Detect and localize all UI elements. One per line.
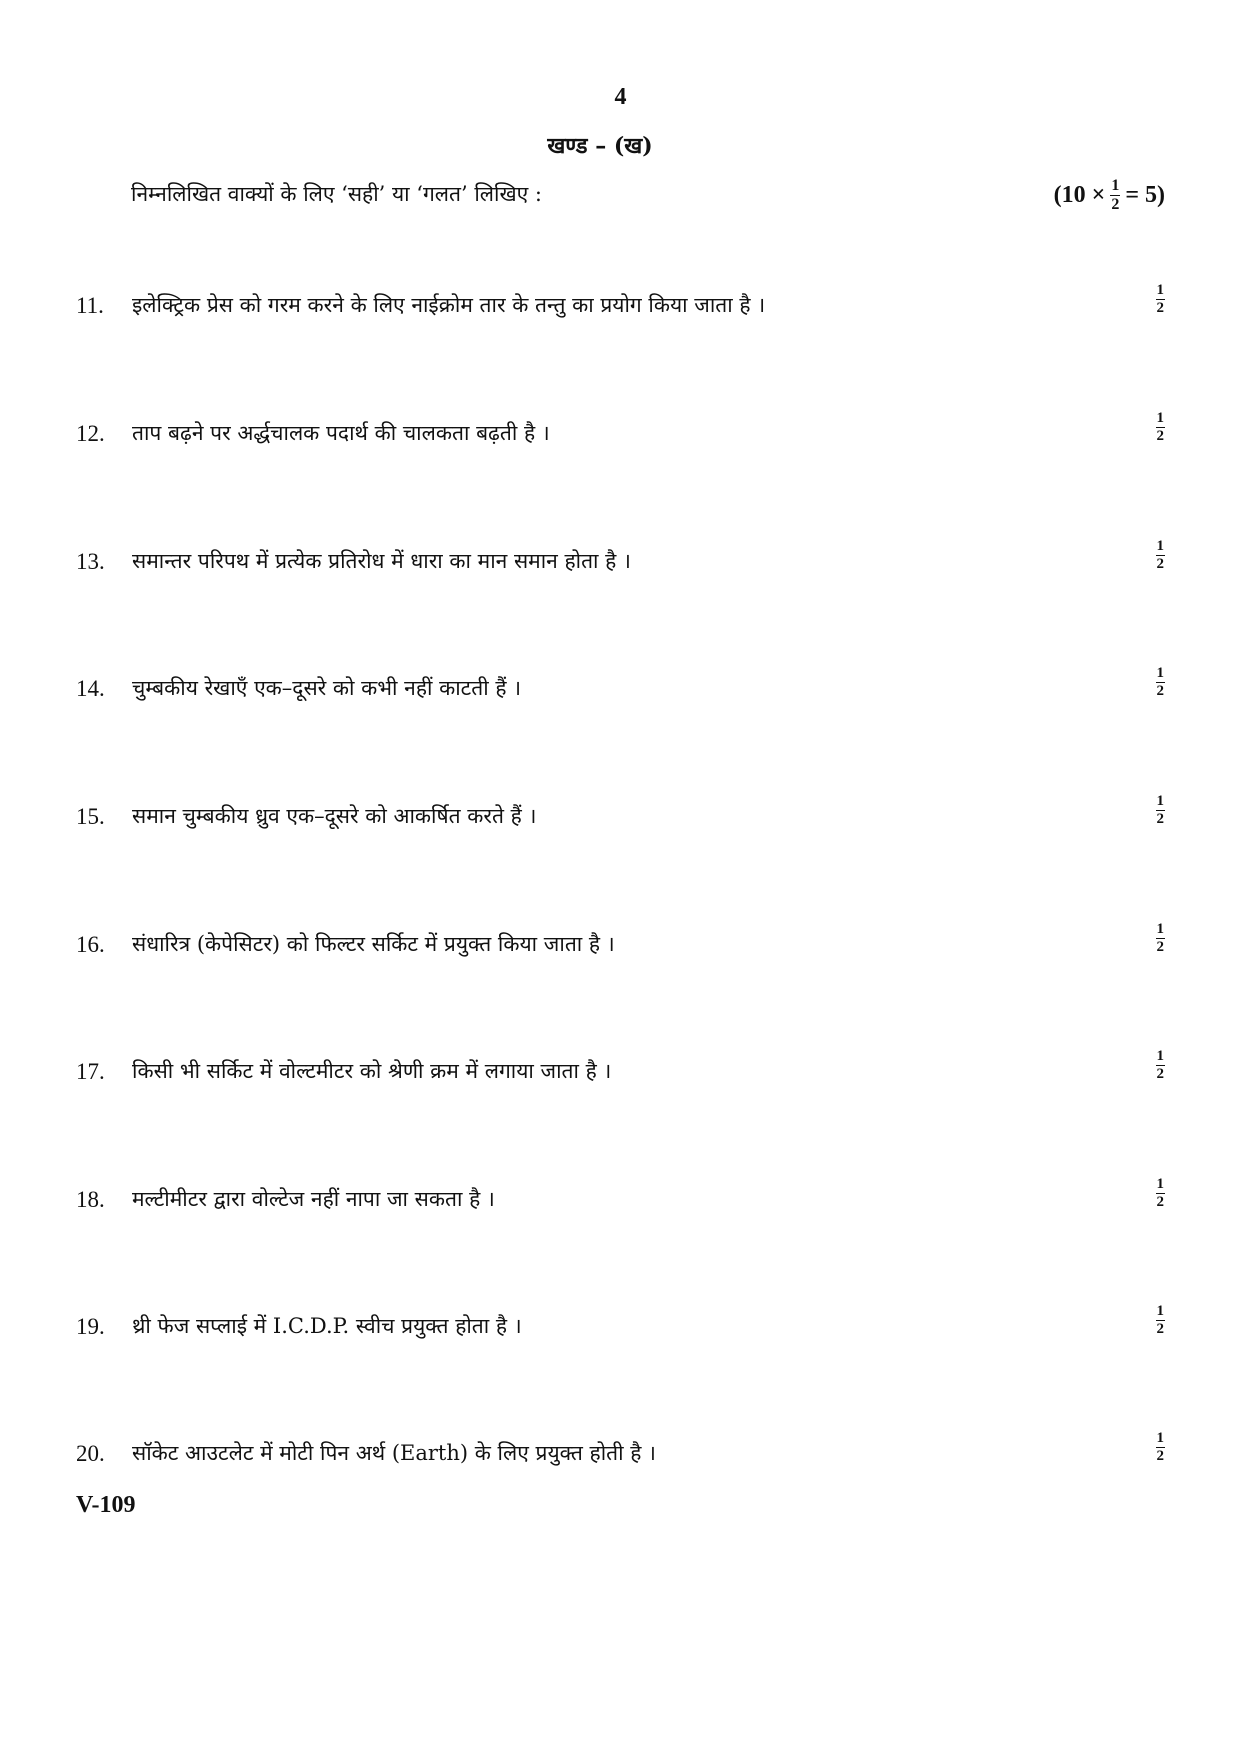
- question-marks: [1156, 283, 1166, 316]
- fraction-denominator: 2: [1156, 1321, 1164, 1337]
- fraction-numerator: 1: [1156, 793, 1164, 809]
- fraction-numerator: 1: [1156, 921, 1164, 937]
- page-number: 4: [614, 84, 627, 110]
- total-marks-close: = 5): [1125, 182, 1165, 208]
- question-marks: [1156, 794, 1166, 827]
- question-item: [76, 922, 1165, 972]
- question-number: 20.: [76, 1441, 105, 1466]
- fraction-denominator: 2: [1156, 939, 1164, 955]
- question-item: [76, 666, 1165, 716]
- paper-code: V-109: [76, 1492, 136, 1518]
- question-number: 18.: [76, 1187, 105, 1212]
- fraction-numerator: 1: [1156, 410, 1164, 426]
- question-item: [76, 1049, 1165, 1099]
- question-marks: [1156, 666, 1166, 699]
- question-text: थ्री फेज सप्लाई में I.C.D.P. स्वीच प्रयुक्त होता है ।: [132, 1314, 522, 1338]
- instruction-text: निम्नलिखित वाक्यों के लिए ‘सही’ या ‘गलत’ लिखिए :: [131, 182, 542, 206]
- question-item: [76, 1431, 1165, 1481]
- total-marks-fraction: [1110, 178, 1120, 213]
- question-number: 14.: [76, 676, 105, 701]
- question-marks: [1156, 922, 1166, 955]
- fraction-denominator: 2: [1156, 1194, 1164, 1210]
- question-item: [76, 283, 1165, 333]
- question-marks: [1156, 1431, 1166, 1464]
- fraction-numerator: 1: [1156, 1176, 1164, 1192]
- total-marks: [1054, 178, 1165, 213]
- question-number: 11.: [76, 293, 104, 318]
- question-number: 16.: [76, 932, 105, 957]
- fraction-numerator: 1: [1156, 1303, 1164, 1319]
- question-text: समान चुम्बकीय ध्रुव एक–दूसरे को आकर्षित करते हैं ।: [132, 804, 537, 828]
- question-text: ताप बढ़ने पर अर्द्धचालक पदार्थ की चालकता बढ़ती है ।: [132, 421, 550, 445]
- fraction-numerator: 1: [1156, 1048, 1164, 1064]
- question-number: 17.: [76, 1059, 105, 1084]
- fraction-numerator: 1: [1156, 665, 1164, 681]
- fraction-numerator: 1: [1111, 177, 1120, 194]
- total-marks-open: (10 ×: [1053, 182, 1106, 208]
- question-marks: [1156, 1304, 1166, 1337]
- fraction-denominator: 2: [1156, 556, 1164, 572]
- fraction-denominator: 2: [1156, 428, 1164, 444]
- fraction-numerator: 1: [1156, 1430, 1164, 1446]
- question-text: मल्टीमीटर द्वारा वोल्टेज नहीं नापा जा सकता है ।: [132, 1187, 495, 1211]
- fraction-denominator: 2: [1156, 300, 1164, 316]
- section-title: खण्ड – (ख): [547, 133, 653, 159]
- question-number: 12.: [76, 421, 105, 446]
- question-text: सॉकेट आउटलेट में मोटी पिन अर्थ (Earth) के लिए प्रयुक्त होती है ।: [132, 1441, 657, 1465]
- question-marks: [1156, 411, 1166, 444]
- question-text: इलेक्ट्रिक प्रेस को गरम करने के लिए नाईक्रोम तार के तन्तु का प्रयोग किया जाता है ।: [132, 293, 766, 317]
- question-item: [76, 794, 1165, 844]
- fraction-denominator: 2: [1156, 1448, 1164, 1464]
- question-text: संधारित्र (केपेसिटर) को फिल्टर सर्किट में प्रयुक्त किया जाता है ।: [132, 932, 615, 956]
- question-number: 13.: [76, 549, 105, 574]
- fraction-numerator: 1: [1156, 282, 1164, 298]
- fraction-denominator: 2: [1156, 1066, 1164, 1082]
- question-text: चुम्बकीय रेखाएँ एक–दूसरे को कभी नहीं काटती हैं ।: [132, 676, 522, 700]
- question-item: [76, 1304, 1165, 1354]
- question-number: 15.: [76, 804, 105, 829]
- question-item: [76, 411, 1165, 461]
- question-item: [76, 1177, 1165, 1227]
- fraction-denominator: 2: [1111, 196, 1120, 213]
- question-text: किसी भी सर्किट में वोल्टमीटर को श्रेणी क्रम में लगाया जाता है ।: [132, 1059, 612, 1083]
- question-marks: [1156, 1177, 1166, 1210]
- question-item: [76, 539, 1165, 589]
- fraction-numerator: 1: [1156, 538, 1164, 554]
- fraction-denominator: 2: [1156, 811, 1164, 827]
- question-number: 19.: [76, 1314, 105, 1339]
- fraction-denominator: 2: [1156, 683, 1164, 699]
- question-text: समान्तर परिपथ में प्रत्येक प्रतिरोध में धारा का मान समान होता है ।: [132, 549, 631, 573]
- question-marks: [1156, 539, 1166, 572]
- question-marks: [1156, 1049, 1166, 1082]
